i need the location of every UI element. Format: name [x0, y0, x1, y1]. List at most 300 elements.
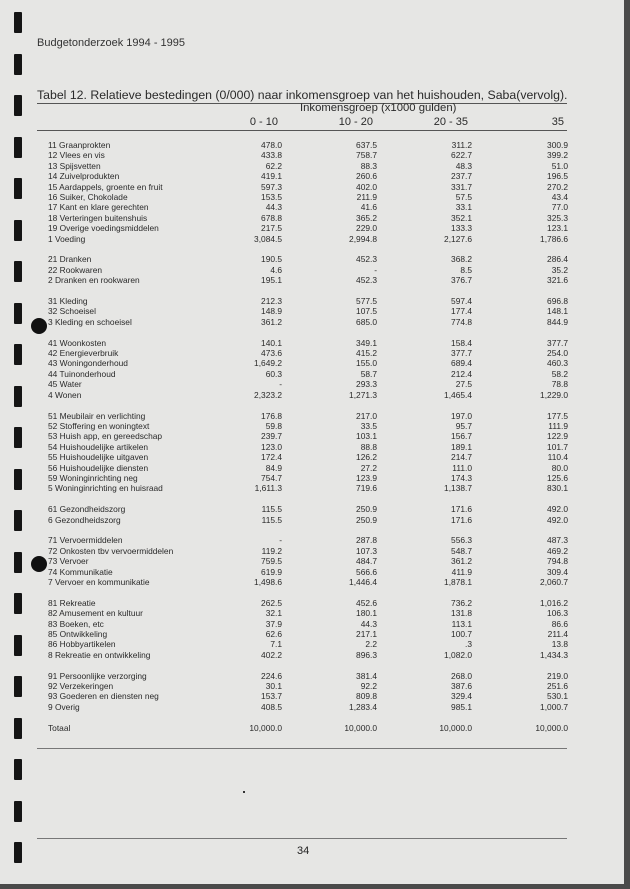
row-label: 72 Onkosten tbv vervoermiddelen: [48, 545, 174, 556]
row-label: 19 Overige voedingsmiddelen: [48, 223, 159, 234]
spacer-row: [44, 712, 568, 722]
row-label: 9 Overig: [48, 701, 80, 712]
row-label: 52 Stoffering en woningtext: [48, 420, 150, 431]
row-label: 5 Woninginrichting en huisraad: [48, 483, 163, 494]
cell-value: 597.3: [261, 181, 282, 192]
cell-value: 452.3: [356, 254, 377, 265]
cell-value: 84.9: [265, 462, 282, 473]
cell-value: 556.3: [451, 535, 472, 546]
row-label: 17 Kant en klare gerechten: [48, 202, 149, 213]
cell-value: 473.6: [261, 348, 282, 359]
cell-value: 1,878.1: [444, 576, 472, 587]
table-row: [44, 546, 568, 556]
row-label: 85 Ontwikkeling: [48, 628, 108, 639]
cell-value: 10,000.0: [439, 722, 472, 733]
cell-value: 321.6: [547, 275, 568, 286]
spacer-row: [44, 660, 568, 670]
cell-value: 57.5: [455, 192, 472, 203]
running-header: Budgetonderzoek 1994 - 1995: [37, 37, 186, 49]
cell-value: 2,994.8: [349, 233, 377, 244]
row-label: 16 Suiker, Chokolade: [48, 192, 128, 203]
cell-value: 251.6: [547, 681, 568, 691]
cell-value: 86.6: [551, 618, 568, 629]
cell-value: 622.7: [451, 150, 472, 161]
cell-value: 1,082.0: [444, 649, 472, 660]
table-row: [44, 275, 568, 285]
row-label: 92 Verzekeringen: [48, 681, 114, 691]
cell-value: 78.8: [551, 379, 568, 390]
binding-bar: [14, 552, 22, 573]
table-row: [44, 629, 568, 639]
cell-value: 300.9: [547, 140, 568, 150]
cell-value: 115.5: [261, 504, 282, 515]
table-row: [44, 681, 568, 691]
cell-value: 156.7: [451, 431, 472, 442]
table-row: [44, 567, 568, 577]
cell-value: 32.1: [265, 608, 282, 619]
binding-bar: [14, 801, 22, 822]
table-row: [44, 556, 568, 566]
row-label: 83 Boeken, etc: [48, 618, 104, 629]
binding-bar: [14, 469, 22, 490]
spacer-row: [44, 244, 568, 254]
cell-value: 287.8: [356, 535, 377, 546]
cell-value: 262.5: [261, 597, 282, 608]
binding-bar: [14, 635, 22, 656]
row-label: 73 Vervoer: [48, 556, 89, 567]
cell-value: 696.8: [547, 296, 568, 307]
cell-value: 212.4: [451, 368, 472, 379]
binding-bar: [14, 303, 22, 324]
column-header: 0 - 10: [249, 116, 278, 128]
row-label: 59 Woninginrichting neg: [48, 472, 138, 483]
cell-value: 101.7: [547, 441, 568, 452]
cell-value: 119.2: [261, 545, 282, 556]
row-label: 31 Kleding: [48, 296, 88, 307]
table-row: [44, 390, 568, 400]
footer-rule: [37, 838, 567, 839]
cell-value: 361.2: [451, 556, 472, 567]
cell-value: 270.2: [547, 181, 568, 192]
cell-value: 158.4: [451, 337, 472, 348]
table-row: [44, 369, 568, 379]
cell-value: 1,611.3: [254, 483, 282, 494]
spacer-row: [44, 400, 568, 410]
cell-value: 376.7: [451, 275, 472, 286]
cell-value: 153.5: [261, 192, 282, 203]
cell-value: 217.5: [261, 223, 282, 234]
cell-value: 452.6: [356, 597, 377, 608]
cell-value: 44.3: [360, 618, 377, 629]
cell-value: 1,465.4: [444, 389, 472, 400]
table-row: [44, 150, 568, 160]
cell-value: 597.4: [451, 296, 472, 307]
table-row: [44, 161, 568, 171]
row-label: 15 Aardappels, groente en fruit: [48, 181, 163, 192]
cell-value: 685.0: [356, 316, 377, 327]
cell-value: 349.1: [356, 337, 377, 348]
binding-bar: [14, 344, 22, 365]
cell-value: 8.5: [460, 264, 472, 275]
table-row: [44, 452, 568, 462]
spacer-row: [44, 286, 568, 296]
table-row: [44, 254, 568, 264]
row-label: 55 Huishoudelijke uitgaven: [48, 452, 149, 463]
cell-value: 758.7: [356, 150, 377, 161]
table-row: [44, 411, 568, 421]
cell-value: 478.0: [261, 140, 282, 150]
cell-value: 100.7: [451, 628, 472, 639]
row-label: 44 Tuinonderhoud: [48, 368, 116, 379]
cell-value: 736.2: [451, 597, 472, 608]
table-row: [44, 306, 568, 316]
cell-value: 58.7: [360, 368, 377, 379]
binding-bar: [14, 593, 22, 614]
cell-value: 190.5: [261, 254, 282, 265]
cell-value: 530.1: [547, 691, 568, 702]
cell-value: 361.2: [261, 316, 282, 327]
row-label: 8 Rekreatie en ontwikkeling: [48, 649, 151, 660]
cell-value: 794.8: [547, 556, 568, 567]
expenditure-table: [44, 140, 568, 733]
cell-value: 419.1: [261, 171, 282, 182]
table-row: [44, 296, 568, 306]
cell-value: 2,127.6: [444, 233, 472, 244]
cell-value: 176.8: [261, 410, 282, 421]
cell-value: 896.3: [356, 649, 377, 660]
cell-value: 460.3: [547, 358, 568, 369]
row-label: 7 Vervoer en kommunikatie: [48, 576, 150, 587]
cell-value: 469.2: [547, 545, 568, 556]
table-row: [44, 483, 568, 493]
cell-value: 402.0: [356, 181, 377, 192]
cell-value: 365.2: [356, 212, 377, 223]
cell-value: 110.4: [547, 452, 568, 463]
table-row: [44, 619, 568, 629]
cell-value: 125.6: [547, 472, 568, 483]
cell-value: 177.4: [451, 306, 472, 317]
cell-value: 35.2: [551, 264, 568, 275]
row-label: 74 Kommunikatie: [48, 566, 113, 577]
table-row: [44, 671, 568, 681]
cell-value: 484.7: [356, 556, 377, 567]
cell-value: 411.9: [451, 566, 472, 577]
cell-value: 177.5: [547, 410, 568, 421]
cell-value: 237.7: [451, 171, 472, 182]
table-row: [44, 265, 568, 275]
cell-value: 214.7: [451, 452, 472, 463]
table-row: [44, 223, 568, 233]
cell-value: 2.2: [365, 639, 377, 650]
row-label: 51 Meubilair en verlichting: [48, 410, 146, 421]
cell-value: 759.5: [261, 556, 282, 567]
binding-bar: [14, 427, 22, 448]
cell-value: 250.9: [356, 514, 377, 525]
cell-value: 254.0: [547, 348, 568, 359]
row-label: 3 Kleding en schoeisel: [48, 316, 132, 327]
cell-value: 88.3: [360, 160, 377, 171]
cell-value: 830.1: [547, 483, 568, 494]
table-bottom-rule: [37, 748, 567, 749]
row-label: 93 Goederen en diensten neg: [48, 691, 159, 702]
table-row: [44, 140, 568, 150]
table-row: [44, 535, 568, 545]
cell-value: 1,016.2: [540, 597, 568, 608]
cell-value: 433.8: [261, 150, 282, 161]
cell-value: 224.6: [261, 670, 282, 681]
cell-value: 107.5: [356, 306, 377, 317]
cell-value: 62.6: [265, 628, 282, 639]
cell-value: 172.4: [261, 452, 282, 463]
cell-value: 212.3: [261, 296, 282, 307]
row-label: 6 Gezondheidszorg: [48, 514, 121, 525]
cell-value: 2,323.2: [254, 389, 282, 400]
row-label: 4 Wonen: [48, 389, 82, 400]
cell-value: 171.6: [451, 504, 472, 515]
cell-value: 2,060.7: [540, 576, 568, 587]
cell-value: 1,229.0: [540, 389, 568, 400]
cell-value: 399.2: [547, 150, 568, 161]
row-label: 43 Woningonderhoud: [48, 358, 128, 369]
column-header: 10 - 20: [338, 116, 373, 128]
binding-bar: [14, 759, 22, 780]
cell-value: 1,649.2: [254, 358, 282, 369]
cell-value: 268.0: [451, 670, 472, 681]
cell-value: 1,498.6: [254, 576, 282, 587]
table-row: [44, 182, 568, 192]
cell-value: -: [279, 535, 282, 546]
cell-value: 250.9: [356, 504, 377, 515]
spacer-row: [44, 494, 568, 504]
cell-value: 140.1: [261, 337, 282, 348]
cell-value: 189.1: [451, 441, 472, 452]
cell-value: 408.5: [261, 701, 282, 712]
cell-value: 774.8: [451, 316, 472, 327]
cell-value: 211.9: [356, 192, 377, 203]
binding-bar: [14, 386, 22, 407]
cell-value: 148.9: [261, 306, 282, 317]
row-label: 54 Huishoudelijke artikelen: [48, 441, 149, 452]
binding-bar: [14, 12, 22, 33]
cell-value: 492.0: [547, 504, 568, 515]
cell-value: 41.6: [360, 202, 377, 213]
cell-value: 548.7: [451, 545, 472, 556]
row-label: 86 Hobbyartikelen: [48, 639, 116, 650]
table-row: [44, 234, 568, 244]
spacer-row: [44, 525, 568, 535]
cell-value: 368.2: [451, 254, 472, 265]
page-number: 34: [297, 845, 310, 857]
row-label: 22 Rookwaren: [48, 264, 103, 275]
cell-value: 133.3: [451, 223, 472, 234]
column-header: 35: [551, 116, 564, 128]
binding-bar: [14, 95, 22, 116]
cell-value: 107.3: [356, 545, 377, 556]
cell-value: 566.6: [356, 566, 377, 577]
cell-value: 217.1: [356, 628, 377, 639]
cell-value: 196.5: [547, 171, 568, 182]
cell-value: 229.0: [356, 223, 377, 234]
cell-value: -: [374, 264, 377, 275]
cell-value: 115.5: [261, 514, 282, 525]
cell-value: 809.8: [356, 691, 377, 702]
binding-bar: [14, 220, 22, 241]
cell-value: 59.8: [265, 420, 282, 431]
cell-value: 51.0: [551, 160, 568, 171]
row-label: 82 Amusement en kultuur: [48, 608, 143, 619]
cell-value: 62.2: [265, 160, 282, 171]
cell-value: 58.2: [551, 368, 568, 379]
cell-value: .3: [465, 639, 472, 650]
row-label: 11 Graanprokten: [48, 140, 111, 150]
cell-value: 402.2: [261, 649, 282, 660]
table-row: [44, 431, 568, 441]
cell-value: 92.2: [360, 681, 377, 691]
cell-value: 30.1: [265, 681, 282, 691]
cell-value: 689.4: [451, 358, 472, 369]
cell-value: 103.1: [356, 431, 377, 442]
row-label: 21 Dranken: [48, 254, 92, 265]
cell-value: 106.3: [547, 608, 568, 619]
cell-value: 311.2: [451, 140, 472, 150]
cell-value: 48.3: [455, 160, 472, 171]
cell-value: 37.9: [265, 618, 282, 629]
cell-value: 33.1: [455, 202, 472, 213]
income-group-header: Inkomensgroep (x1000 gulden): [300, 102, 457, 114]
column-header: 20 - 35: [433, 116, 468, 128]
cell-value: 88.8: [360, 441, 377, 452]
table-row: [44, 504, 568, 514]
row-label: 13 Spijsvetten: [48, 160, 101, 171]
table-row: [44, 702, 568, 712]
cell-value: 123.9: [356, 472, 377, 483]
cell-value: 95.7: [455, 420, 472, 431]
row-label: 32 Schoeisel: [48, 306, 96, 317]
cell-value: 10,000.0: [535, 722, 568, 733]
cell-value: 131.8: [451, 608, 472, 619]
binding-bar: [14, 718, 22, 739]
cell-value: 4.6: [270, 264, 282, 275]
table-row: [44, 650, 568, 660]
cell-value: 387.6: [451, 681, 472, 691]
cell-value: 492.0: [547, 514, 568, 525]
cell-value: 219.0: [547, 670, 568, 681]
cell-value: 155.0: [356, 358, 377, 369]
cell-value: 153.7: [261, 691, 282, 702]
cell-value: 844.9: [547, 316, 568, 327]
table-row: [44, 213, 568, 223]
table-row: [44, 577, 568, 587]
cell-value: 211.4: [547, 628, 568, 639]
cell-value: 293.3: [356, 379, 377, 390]
cell-value: 80.0: [551, 462, 568, 473]
row-label: 71 Vervoermiddelen: [48, 535, 123, 546]
cell-value: 126.2: [356, 452, 377, 463]
binding-bar: [14, 510, 22, 531]
cell-value: 352.1: [451, 212, 472, 223]
cell-value: 329.4: [451, 691, 472, 702]
binding-bar: [14, 178, 22, 199]
cell-value: 60.3: [265, 368, 282, 379]
table-row: [44, 202, 568, 212]
cell-value: 171.6: [451, 514, 472, 525]
cell-value: 415.2: [356, 348, 377, 359]
cell-value: 619.9: [261, 566, 282, 577]
row-label: 45 Water: [48, 379, 82, 390]
row-label: 42 Energieverbruik: [48, 348, 119, 359]
table-row: [44, 421, 568, 431]
cell-value: 123.1: [547, 223, 568, 234]
cell-value: 27.5: [455, 379, 472, 390]
cell-value: 10,000.0: [249, 722, 282, 733]
row-label: 53 Huish app, en gereedschap: [48, 431, 163, 442]
cell-value: 111.0: [452, 462, 472, 473]
cell-value: 33.5: [360, 420, 377, 431]
spacer-row: [44, 327, 568, 337]
cell-value: 43.4: [551, 192, 568, 203]
table-row: [44, 691, 568, 701]
table-row: [44, 171, 568, 181]
table-row: [44, 608, 568, 618]
binding-bar: [14, 137, 22, 158]
cell-value: 377.7: [451, 348, 472, 359]
cell-value: 27.2: [360, 462, 377, 473]
table-row: [44, 442, 568, 452]
table-row: [44, 338, 568, 348]
cell-value: 381.4: [356, 670, 377, 681]
row-label: 56 Huishoudelijke diensten: [48, 462, 149, 473]
table-row: [44, 463, 568, 473]
cell-value: 1,786.6: [540, 233, 568, 244]
binding-bar: [14, 261, 22, 282]
table-row: [44, 379, 568, 389]
cell-value: 1,271.3: [349, 389, 377, 400]
cell-value: 487.3: [547, 535, 568, 546]
row-label: 1 Voeding: [48, 233, 86, 244]
row-label: Totaal: [48, 722, 71, 733]
cell-value: 260.6: [356, 171, 377, 182]
row-label: 91 Persoonlijke verzorging: [48, 670, 147, 681]
binding-bar: [14, 842, 22, 863]
table-title: Tabel 12. Relatieve bestedingen (0/000) naar inkomensgroep van het huishouden, Saba(vervolg).: [37, 88, 568, 102]
cell-value: 1,446.4: [349, 576, 377, 587]
cell-value: 678.8: [261, 212, 282, 223]
cell-value: 754.7: [261, 472, 282, 483]
cell-value: 1,000.7: [540, 701, 568, 712]
cell-value: 719.6: [356, 483, 377, 494]
cell-value: 577.5: [356, 296, 377, 307]
cell-value: 174.3: [451, 472, 472, 483]
cell-value: 1,138.7: [444, 483, 472, 494]
cell-value: 985.1: [451, 701, 472, 712]
row-label: 41 Woonkosten: [48, 337, 107, 348]
cell-value: 1,283.4: [349, 701, 377, 712]
cell-value: 239.7: [261, 431, 282, 442]
table-row: [44, 473, 568, 483]
cell-value: 44.3: [265, 202, 282, 213]
row-label: 61 Gezondheidszorg: [48, 504, 126, 515]
row-label: 18 Verteringen buitenshuis: [48, 212, 148, 223]
cell-value: 123.0: [261, 441, 282, 452]
table-row: [44, 723, 568, 733]
cell-value: 7.1: [270, 639, 282, 650]
cell-value: -: [279, 379, 282, 390]
cell-value: 195.1: [261, 275, 282, 286]
table-row: [44, 317, 568, 327]
header-rule: [37, 130, 567, 131]
cell-value: 325.3: [547, 212, 568, 223]
cell-value: 377.7: [547, 337, 568, 348]
